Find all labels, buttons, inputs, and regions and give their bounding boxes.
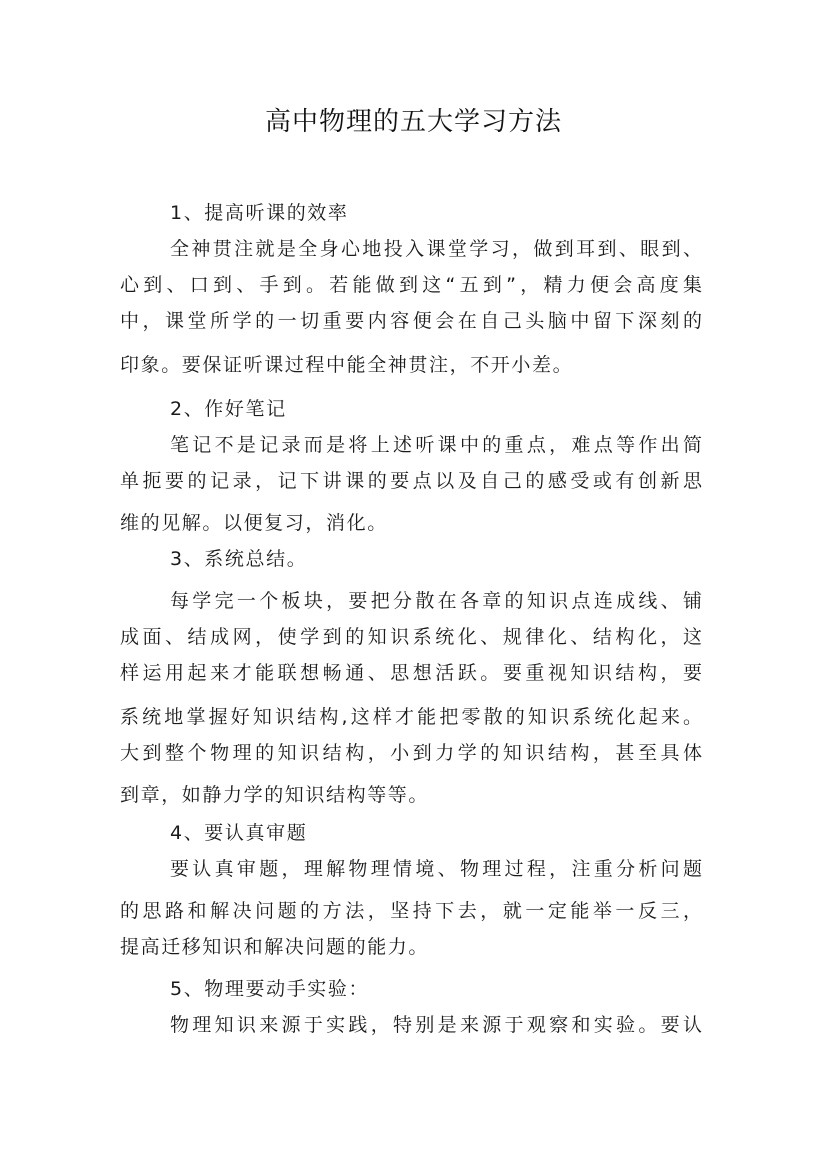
- paragraph-line: 每学完一个板块，要把分散在各章的知识点连成线、铺: [170, 590, 702, 612]
- paragraph-line: 要认真审题，理解物理情境、物理过程，注重分析问题: [170, 858, 702, 880]
- paragraph-line: 到章，如静力学的知识结构等等。: [120, 784, 430, 806]
- paragraph-line: 成面、结成网，使学到的知识系统化、规律化、结构化，这: [120, 626, 702, 648]
- paragraph-line: 系统地掌握好知识结构,这样才能把零散的知识系统化起来。: [120, 706, 702, 728]
- section-heading-1: 1、提高听课的效率: [170, 202, 349, 224]
- paragraph-line: 印象。要保证听课过程中能全神贯注，不开小差。: [120, 354, 574, 376]
- paragraph-line: 提高迁移知识和解决问题的能力。: [120, 936, 430, 958]
- paragraph-line: 样运用起来才能联想畅通、思想活跃。要重视知识结构，要: [120, 662, 702, 684]
- paragraph-line: 笔记不是记录而是将上述听课中的重点，难点等作出简: [170, 434, 702, 456]
- paragraph-line: 维的见解。以便复习，消化。: [120, 512, 388, 534]
- paragraph-line: 单扼要的记录，记下讲课的要点以及自己的感受或有创新思: [120, 470, 702, 492]
- paragraph-line: 心到、口到、手到。若能做到这“五到”，精力便会高度集: [120, 274, 702, 296]
- document-title: 高中物理的五大学习方法: [264, 107, 562, 137]
- paragraph-line: 大到整个物理的知识结构，小到力学的知识结构，甚至具体: [120, 742, 702, 764]
- paragraph-line: 中，课堂所学的一切重要内容便会在自己头脑中留下深刻的: [120, 310, 702, 332]
- section-heading-2: 2、作好笔记: [170, 398, 287, 420]
- section-heading-3: 3、系统总结。: [170, 548, 308, 570]
- section-heading-4: 4、要认真审题: [170, 822, 308, 844]
- section-heading-5: 5、物理要动手实验：: [170, 978, 370, 1000]
- paragraph-line: 物理知识来源于实践，特别是来源于观察和实验。要认: [170, 1014, 702, 1036]
- paragraph-line: 全神贯注就是全身心地投入课堂学习，做到耳到、眼到、: [170, 238, 702, 260]
- paragraph-line: 的思路和解决问题的方法，坚持下去，就一定能举一反三，: [120, 900, 702, 922]
